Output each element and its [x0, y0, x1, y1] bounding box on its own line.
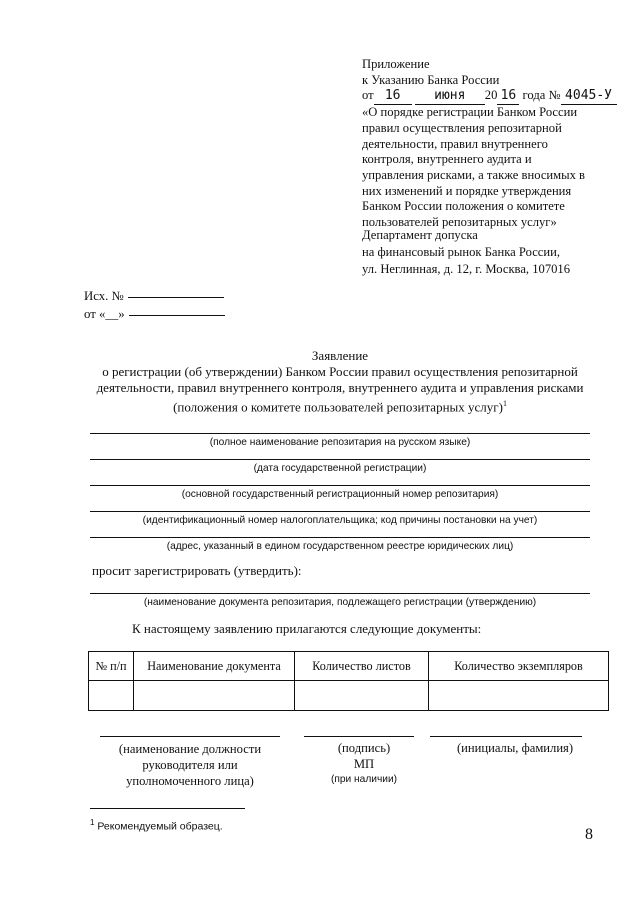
table-header-sheets: Количество листов — [295, 652, 429, 681]
annex-subject-1: правил осуществления репозитарной — [362, 120, 562, 135]
annex-block — [362, 57, 613, 231]
field-line-inn-kpp[interactable] — [90, 511, 590, 512]
annex-subject-2: деятельности, правил внутреннего — [362, 136, 548, 151]
field-caption-address: (адрес, указанный в едином государственном реестре юридических лиц) — [166, 541, 514, 552]
department-line-2: ул. Неглинная, д. 12, г. Москва, 107016 — [362, 262, 571, 276]
annex-number: 4045-У — [561, 88, 617, 105]
field-line-document-name[interactable] — [90, 593, 590, 594]
field-caption-ogrn: (основной государственный регистрационный номер репозитария) — [181, 489, 499, 500]
annex-year-suffix: 16 — [497, 88, 519, 105]
field-caption-document-name: (наименование документа репозитария, подлежащего регистрации (утверждению) — [143, 597, 537, 608]
footnote-text: Рекомендуемый образец. — [97, 820, 223, 833]
department-line-0: Департамент допуска — [362, 228, 478, 242]
annex-subject-3: контроля, внутреннего аудита и — [362, 152, 532, 167]
field-line-full-name[interactable] — [90, 433, 590, 434]
annex-subject-7: пользователей репозитарных услуг» — [362, 215, 557, 230]
request-text: просит зарегистрировать (утвердить): — [92, 563, 302, 578]
out-number-label: Исх. № — [84, 289, 124, 303]
field-caption-inn-kpp: (идентификационный номер налогоплательщика; код причины постановки на учет) — [142, 515, 538, 526]
footnote-ref: 1 — [502, 399, 507, 408]
sign-caption — [304, 740, 424, 788]
position-caption — [100, 741, 280, 789]
footnote-mark: 1 — [90, 818, 95, 827]
table-header-copies: Количество экземпляров — [429, 652, 609, 681]
annex-year-prefix: 20 — [484, 88, 498, 103]
annex-decree: к Указанию Банка России — [362, 72, 500, 87]
table-header-document: Наименование документа — [134, 652, 295, 681]
application-subject-line-2: деятельности, правил внутреннего контроля, внутреннего аудита и управления рисками — [96, 380, 584, 395]
annex-subject-5: них изменений и порядке утверждения — [362, 183, 572, 198]
table-cell-document[interactable] — [134, 681, 295, 711]
attached-documents-text: К настоящему заявлению прилагаются следующие документы: — [132, 621, 482, 636]
field-caption-full-name: (полное наименование репозитария на русском языке) — [209, 437, 471, 448]
footnote-separator — [90, 808, 245, 809]
field-line-ogrn[interactable] — [90, 485, 590, 486]
stamp-note: (при наличии) — [330, 774, 398, 785]
table-cell-copies[interactable] — [429, 681, 609, 711]
position-signature-line[interactable] — [100, 736, 280, 737]
out-number-field[interactable] — [128, 297, 224, 298]
position-caption-line-2: уполномоченного лица) — [126, 774, 254, 788]
out-date-field[interactable] — [129, 315, 225, 316]
outgoing-reference — [84, 287, 225, 323]
department-address — [362, 227, 570, 278]
annex-year-word: года — [522, 88, 546, 103]
stamp-caption: МП — [353, 757, 375, 771]
out-date-label: от «__» — [84, 307, 125, 321]
annex-no-sign: № — [548, 88, 561, 103]
initials-signature-line[interactable] — [430, 736, 582, 737]
sign-signature-line[interactable] — [304, 736, 414, 737]
initials-caption: (инициалы, фамилия) — [456, 741, 574, 755]
attached-documents-table — [88, 651, 609, 711]
page-number: 8 — [585, 826, 593, 843]
annex-date-line — [362, 88, 613, 105]
table-cell-number[interactable] — [89, 681, 134, 711]
footnote — [90, 818, 223, 833]
application-subject-line-1: о регистрации (об утверждении) Банком России правил осуществления репозитарной — [102, 364, 578, 379]
sign-caption-text: (подпись) — [337, 741, 391, 755]
field-line-registration-date[interactable] — [90, 459, 590, 460]
annex-title: Приложение — [362, 57, 430, 71]
field-caption-registration-date: (дата государственной регистрации) — [253, 463, 427, 474]
field-line-address[interactable] — [90, 537, 590, 538]
department-line-1: на финансовый рынок Банка России, — [362, 245, 561, 259]
annex-subject-6: Банком России положения о комитете — [362, 199, 565, 214]
annex-day: 16 — [374, 88, 412, 105]
annex-month: июня — [415, 88, 485, 105]
position-caption-line-0: (наименование должности — [118, 742, 262, 756]
table-row — [89, 681, 609, 711]
application-subject-line-3-text: (положения о комитете пользователей репозитарных услуг) — [173, 399, 503, 415]
application-subject-line-3 — [90, 396, 590, 415]
table-cell-sheets[interactable] — [295, 681, 429, 711]
annex-subject-0: «О порядке регистрации Банком России — [362, 105, 578, 120]
table-header-row — [89, 652, 609, 681]
application-heading: Заявление — [311, 348, 369, 363]
annex-subject-4: управления рисками, а также вносимых в — [362, 167, 585, 182]
table-header-number: № п/п — [89, 652, 134, 681]
annex-from: от — [362, 88, 374, 103]
position-caption-line-1: руководителя или — [142, 758, 238, 772]
